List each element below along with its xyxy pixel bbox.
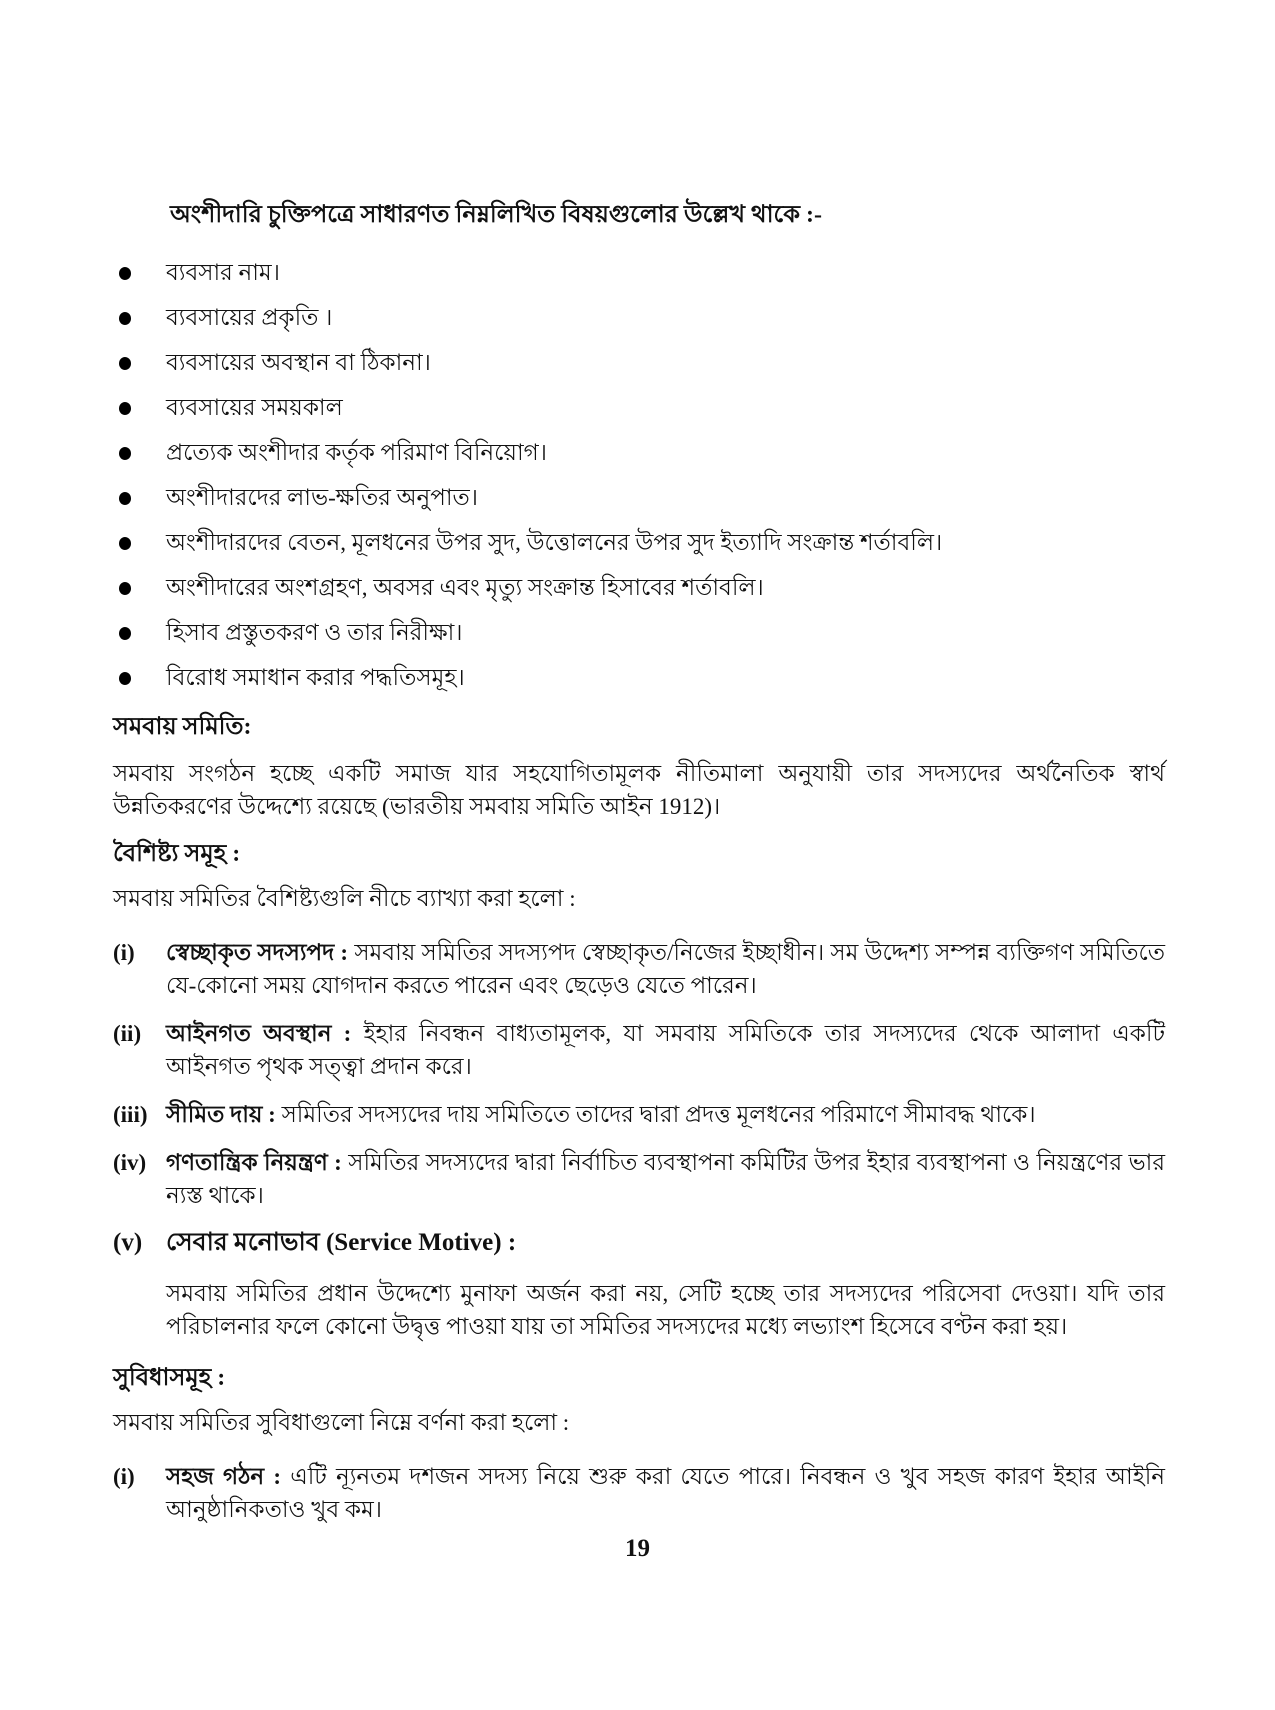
bullet-text: ব্যবসায়ের অবস্থান বা ঠিকানা। <box>166 350 431 375</box>
item-term-english: (Service Motive) : <box>325 1229 517 1256</box>
page-content <box>113 200 1165 1541</box>
bullet-text: ব্যবসায়ের সময়কাল <box>166 395 343 420</box>
item-text: সমিতির সদস্যদের দ্বারা নির্বাচিত ব্যবস্থাপনা কমিটির উপর ইহার ব্যবস্থাপনা ও নিয়ন্ত্রণের ভার ন্যস্ত থাকে। <box>166 1150 1165 1208</box>
list-item <box>113 395 1165 420</box>
bullet-icon <box>119 582 131 595</box>
item-number: (v) <box>113 1229 143 1256</box>
list-item <box>113 305 1165 330</box>
service-motive-text: সমবায় সমিতির প্রধান উদ্দেশ্যে মুনাফা অর্জন করা নয়, সেটি হচ্ছে তার সদস্যদের পরিসেবা দেওয়া। যদি তার পরিচালনার ফলে কোনো উদ্বৃত্ত পাওয়া যায় তা সমিতির সদস্যদের মধ্যে লভ্যাংশ হিসেবে বণ্টন করা হয়। <box>166 1281 1165 1339</box>
bullet-icon <box>119 357 131 370</box>
item-number: (i) <box>113 940 135 965</box>
list-item <box>113 665 1165 690</box>
bullet-text: বিরোধ সমাধান করার পদ্ধতিসমূহ। <box>166 665 465 690</box>
advantages-heading: সুবিধাসমূহ : <box>113 1365 226 1391</box>
list-item <box>113 530 1165 555</box>
item-number: (ii) <box>113 1021 142 1046</box>
item-term: সহজ গঠন : <box>166 1464 281 1489</box>
list-item <box>113 485 1165 510</box>
bullet-text: হিসাব প্রস্তুতকরণ ও তার নিরীক্ষা। <box>166 620 463 645</box>
bullet-icon <box>119 447 131 460</box>
characteristic-item <box>113 1146 1165 1212</box>
bullet-text: অংশীদারদের বেতন, মূলধনের উপর সুদ, উত্তোলনের উপর সুদ ইত্যাদি সংক্রান্ত শর্তাবলি। <box>166 530 943 555</box>
item-text: এটি ন্যূনতম দশজন সদস্য নিয়ে শুরু করা যেতে পারে। নিবন্ধন ও খুব সহজ কারণ ইহার আইনি আনুষ্ঠানিকতাও খুব কম। <box>166 1464 1165 1522</box>
page-number: 19 <box>625 1535 650 1562</box>
list-item <box>113 440 1165 465</box>
item-term: স্বেচ্ছাকৃত সদস্যপদ : <box>166 940 349 965</box>
characteristic-item-service-motive <box>113 1227 1165 1259</box>
characteristic-item <box>113 1098 1165 1131</box>
item-text: সমবায় সমিতির সদস্যপদ স্বেচ্ছাকৃত/নিজের ইচ্ছাধীন। সম উদ্দেশ্য সম্পন্ন ব্যক্তিগণ সমিতিতে যে-কোনো সময় যোগদান করতে পারেন এবং ছেড়েও যেতে পারেন। <box>166 940 1165 998</box>
item-number: (iii) <box>113 1102 148 1127</box>
item-number: (iv) <box>113 1150 147 1175</box>
item-text: ইহার নিবন্ধন বাধ্যতামূলক, যা সমবায় সমিতিকে তার সদস্যদের থেকে আলাদা একটি আইনগত পৃথক সত্ত্বা প্রদান করে। <box>166 1021 1165 1079</box>
bullet-icon <box>119 312 131 325</box>
cooperative-definition: সমবায় সংগঠন হচ্ছে একটি সমাজ যার সহযোগিতামূলক নীতিমালা অনুযায়ী তার সদস্যদের অর্থনৈতিক স্বার্থ উন্নতিকরণের উদ্দেশ্যে রয়েছে (ভারতীয় সমবায় সমিতি আইন 1912)। <box>113 761 1165 819</box>
list-item <box>113 260 1165 285</box>
bullet-text: প্রত্যেক অংশীদার কর্তৃক পরিমাণ বিনিয়োগ। <box>166 440 547 465</box>
list-item <box>113 620 1165 645</box>
bullet-icon <box>119 267 131 280</box>
bullet-icon <box>119 627 131 640</box>
bullet-icon <box>119 537 131 550</box>
bullet-text: ব্যবসার নাম। <box>166 260 280 285</box>
bullet-icon <box>119 672 131 685</box>
item-term: গণতান্ত্রিক নিয়ন্ত্রণ : <box>166 1150 342 1175</box>
cooperative-society-heading: সমবায় সমিতি: <box>113 714 252 740</box>
characteristics-intro: সমবায় সমিতির বৈশিষ্ট্যগুলি নীচে ব্যাখ্যা করা হলো : <box>113 886 576 911</box>
characteristics-heading: বৈশিষ্ট্য সমূহ : <box>113 841 241 867</box>
list-item <box>113 575 1165 600</box>
bullet-text: ব্যবসায়ের প্রকৃতি । <box>166 305 333 330</box>
partnership-deed-heading: অংশীদারি চুক্তিপত্রে সাধারণত নিম্নলিখিত বিষয়গুলোর উল্লেখ থাকে :- <box>170 202 822 228</box>
item-number: (i) <box>113 1464 135 1489</box>
advantage-item <box>113 1460 1165 1526</box>
bullet-icon <box>119 402 131 415</box>
partnership-points-list <box>113 260 1165 690</box>
list-item <box>113 350 1165 375</box>
bullet-text: অংশীদারের অংশগ্রহণ, অবসর এবং মৃত্যু সংক্রান্ত হিসাবের শর্তাবলি। <box>166 575 764 600</box>
item-term-bengali: সেবার মনোভাব <box>166 1229 320 1256</box>
bullet-text: অংশীদারদের লাভ-ক্ষতির অনুপাত। <box>166 485 479 510</box>
bullet-icon <box>119 492 131 505</box>
item-term: সীমিত দায় : <box>166 1102 276 1127</box>
advantages-intro: সমবায় সমিতির সুবিধাগুলো নিম্নে বর্ণনা করা হলো : <box>113 1410 570 1435</box>
characteristic-item <box>113 1017 1165 1083</box>
characteristic-item <box>113 936 1165 1002</box>
item-text: সমিতির সদস্যদের দায় সমিতিতে তাদের দ্বারা প্রদত্ত মূলধনের পরিমাণে সীমাবদ্ধ থাকে। <box>281 1102 1036 1127</box>
item-term: আইনগত অবস্থান : <box>166 1021 352 1046</box>
